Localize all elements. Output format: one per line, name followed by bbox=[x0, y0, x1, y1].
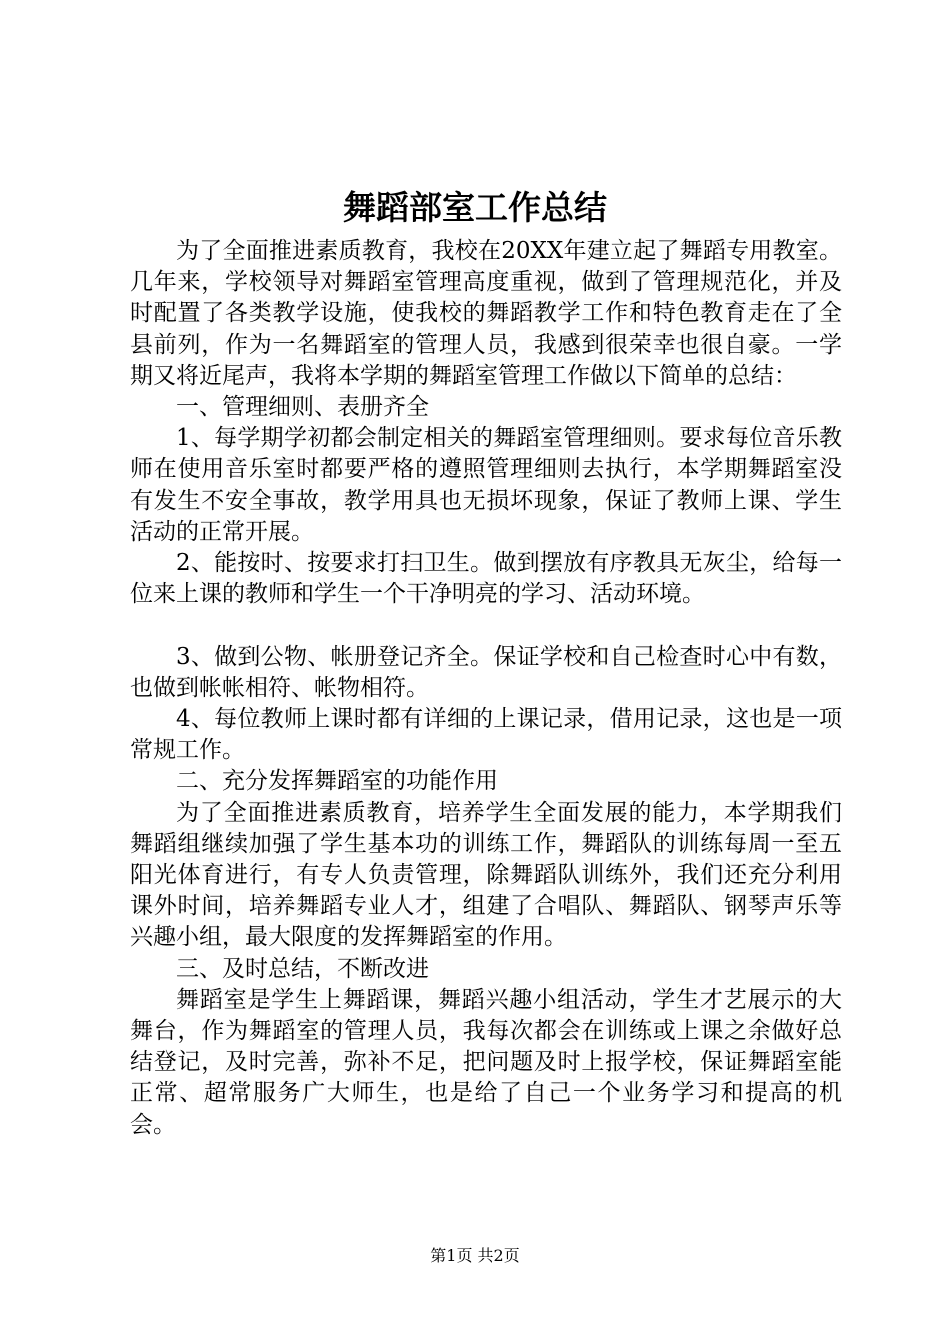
paragraph-intro: 为了全面推进素质教育，我校在20XX年建立起了舞蹈专用教室。几年来，学校领导对舞蹈室管理高度重视，做到了管理规范化，并及时配置了各类教学设施，使我校的舞蹈教学工作和特色教育走在了全县前列，作为一名舞蹈室的管理人员，我感到很荣幸也很自豪。一学期又将近尾声，我将本学期的舞蹈室管理工作做以下简单的总结： bbox=[130, 238, 842, 389]
paragraph-section-3: 舞蹈室是学生上舞蹈课，舞蹈兴趣小组活动，学生才艺展示的大舞台，作为舞蹈室的管理人员，我每次都会在训练或上课之余做好总结登记，及时完善，弥补不足，把问题及时上报学校，保证舞蹈室能正常、超常服务广大师生，也是给了自己一个业务学习和提高的机会。 bbox=[130, 986, 842, 1138]
document-body bbox=[130, 236, 842, 1141]
page-number-footer: 第1页 共2页 bbox=[430, 1246, 520, 1265]
paragraph-item-4: 4、每位教师上课时都有详细的上课记录，借用记录，这也是一项常规工作。 bbox=[130, 706, 842, 764]
paragraph-section-2: 为了全面推进素质教育，培养学生全面发展的能力，本学期我们舞蹈组继续加强了学生基本功的训练工作，舞蹈队的训练每周一至五阳光体育进行，有专人负责管理，除舞蹈队训练外，我们还充分利用课外时间，培养舞蹈专业人才，组建了合唱队、舞蹈队、钢琴声乐等兴趣小组，最大限度的发挥舞蹈室的作用。 bbox=[130, 799, 842, 951]
section-heading-1: 一、管理细则、表册齐全 bbox=[176, 394, 429, 421]
paragraph-item-3: 3、做到公物、帐册登记齐全。保证学校和自己检查时心中有数，也做到帐帐相符、帐物相符。 bbox=[130, 643, 842, 701]
section-heading-2: 二、充分发挥舞蹈室的功能作用 bbox=[176, 768, 498, 795]
section-heading-3: 三、及时总结，不断改进 bbox=[176, 955, 429, 982]
paragraph-item-2: 2、能按时、按要求打扫卫生。做到摆放有序教具无灰尘，给每一位来上课的教师和学生一个干净明亮的学习、活动环境。 bbox=[130, 550, 842, 608]
document-title: 舞蹈部室工作总结 bbox=[343, 188, 607, 227]
paragraph-item-1: 1、每学期学初都会制定相关的舞蹈室管理细则。要求每位音乐教师在使用音乐室时都要严格的遵照管理细则去执行，本学期舞蹈室没有发生不安全事故，教学用具也无损坏现象，保证了教师上课、学生活动的正常开展。 bbox=[130, 425, 842, 545]
